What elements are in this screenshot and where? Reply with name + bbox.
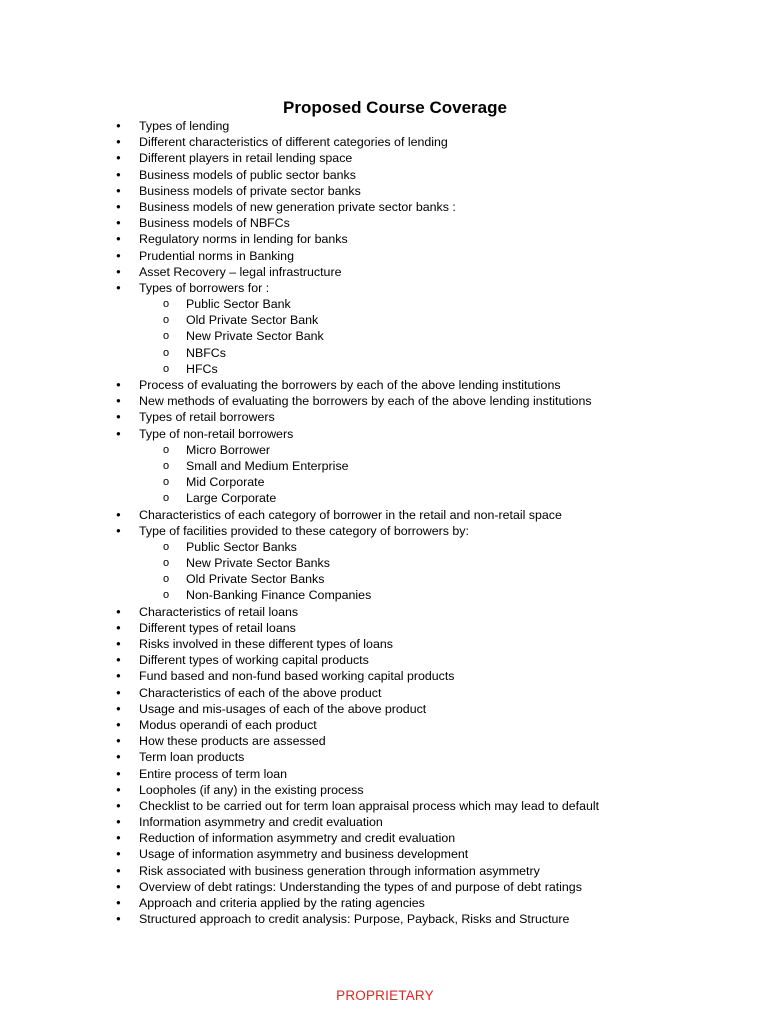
dot-bullet-icon: ● bbox=[116, 153, 121, 163]
dot-bullet-icon: ● bbox=[116, 218, 121, 228]
list-item bbox=[0, 814, 768, 830]
circle-bullet-icon: o bbox=[163, 476, 170, 489]
list-item-text: Usage and mis-usages of each of the above product bbox=[139, 701, 427, 716]
list-item-text: Business models of public sector banks bbox=[139, 167, 356, 182]
dot-bullet-icon: ● bbox=[116, 121, 121, 130]
list-item-text: Different players in retail lending space bbox=[139, 151, 353, 166]
list-item bbox=[0, 749, 768, 765]
list-item-text: Asset Recovery – legal infrastructure bbox=[139, 264, 342, 279]
list-item-text: Different characteristics of different categories of lending bbox=[139, 135, 448, 150]
list-item-text: Mid Corporate bbox=[186, 475, 265, 490]
dot-bullet-icon: ● bbox=[116, 250, 121, 260]
list-item bbox=[0, 231, 768, 247]
list-item bbox=[0, 911, 768, 927]
sub-list-item bbox=[0, 474, 768, 490]
dot-bullet-icon: ● bbox=[116, 509, 121, 519]
list-item bbox=[0, 183, 768, 199]
list-item bbox=[0, 377, 768, 393]
circle-bullet-icon: o bbox=[163, 459, 170, 472]
list-item-text: Usage of information asymmetry and business development bbox=[139, 847, 469, 862]
dot-bullet-icon: ● bbox=[116, 719, 121, 729]
dot-bullet-icon: ● bbox=[116, 525, 121, 535]
dot-bullet-icon: ● bbox=[116, 703, 121, 713]
sub-list-item bbox=[0, 458, 768, 474]
sub-list-item bbox=[0, 539, 768, 555]
sub-list-item bbox=[0, 296, 768, 312]
dot-bullet-icon: ● bbox=[116, 396, 121, 406]
list-item-text: Characteristics of retail loans bbox=[139, 604, 299, 619]
sub-list-item bbox=[0, 328, 768, 344]
list-item-text: Fund based and non-fund based working capital products bbox=[139, 669, 455, 684]
circle-bullet-icon: o bbox=[163, 298, 170, 311]
list-item bbox=[0, 846, 768, 862]
list-item bbox=[0, 717, 768, 733]
list-item-text: Reduction of information asymmetry and credit evaluation bbox=[139, 831, 456, 846]
sub-list-item bbox=[0, 442, 768, 458]
list-item-text: Risk associated with business generation through information asymmetry bbox=[139, 863, 540, 878]
dot-bullet-icon: ● bbox=[116, 622, 121, 632]
dot-bullet-icon: ● bbox=[116, 768, 121, 778]
list-item-text: Type of facilities provided to these category of borrowers by: bbox=[139, 523, 469, 538]
circle-bullet-icon: o bbox=[163, 362, 170, 375]
sub-list-item bbox=[0, 490, 768, 506]
list-item-text: Type of non-retail borrowers bbox=[139, 426, 294, 441]
list-item bbox=[0, 280, 768, 296]
list-item-text: Information asymmetry and credit evaluation bbox=[139, 815, 383, 830]
dot-bullet-icon: ● bbox=[116, 412, 121, 422]
list-item bbox=[0, 507, 768, 523]
dot-bullet-icon: ● bbox=[116, 898, 121, 907]
list-item bbox=[0, 393, 768, 409]
list-item bbox=[0, 863, 768, 879]
list-item bbox=[0, 264, 768, 280]
dot-bullet-icon: ● bbox=[116, 428, 121, 438]
list-item-text: Term loan products bbox=[139, 750, 245, 765]
dot-bullet-icon: ● bbox=[116, 784, 121, 794]
list-item-text: Different types of retail loans bbox=[139, 620, 296, 635]
dot-bullet-icon: ● bbox=[116, 169, 121, 179]
dot-bullet-icon: ● bbox=[116, 639, 121, 648]
list-item-text: Process of evaluating the borrowers by each of the above lending institutions bbox=[139, 378, 561, 392]
sub-list-item bbox=[0, 345, 768, 361]
list-item-text: Structured approach to credit analysis: Purpose, Payback, Risks and Structure bbox=[139, 912, 570, 927]
sub-list-item bbox=[0, 571, 768, 587]
dot-bullet-icon: ● bbox=[116, 865, 121, 875]
dot-bullet-icon: ● bbox=[116, 380, 121, 389]
dot-bullet-icon: ● bbox=[116, 671, 121, 681]
list-item-text: Types of retail borrowers bbox=[139, 410, 275, 425]
list-item bbox=[0, 895, 768, 911]
list-item bbox=[0, 798, 768, 814]
list-item bbox=[0, 167, 768, 183]
sub-list-item bbox=[0, 361, 768, 377]
list-item bbox=[0, 701, 768, 717]
list-item-text: Entire process of term loan bbox=[139, 766, 288, 781]
list-item-text: Overview of debt ratings: Understanding the types of and purpose of debt ratings bbox=[139, 879, 582, 894]
dot-bullet-icon: ● bbox=[116, 137, 121, 147]
list-item bbox=[0, 733, 768, 749]
list-item-text: New Private Sector Bank bbox=[186, 329, 324, 344]
list-item bbox=[0, 636, 768, 652]
list-item-text: NBFCs bbox=[186, 345, 226, 360]
list-item-text: HFCs bbox=[186, 361, 218, 376]
dot-bullet-icon: ● bbox=[116, 817, 121, 827]
dot-bullet-icon: ● bbox=[116, 752, 121, 762]
list-item-text: Public Sector Banks bbox=[186, 539, 297, 554]
dot-bullet-icon: ● bbox=[116, 282, 121, 292]
sub-list-item bbox=[0, 587, 768, 603]
list-item bbox=[0, 604, 768, 620]
proprietary-footer: PROPRIETARY bbox=[336, 988, 434, 1003]
circle-bullet-icon: o bbox=[163, 492, 170, 505]
list-item-text: How these products are assessed bbox=[139, 734, 326, 749]
list-item bbox=[0, 685, 768, 701]
dot-bullet-icon: ● bbox=[116, 914, 121, 924]
list-item bbox=[0, 215, 768, 231]
list-item-text: Business models of new generation private sector banks : bbox=[139, 199, 456, 214]
list-item-text: Approach and criteria applied by the rating agencies bbox=[139, 896, 425, 910]
dot-bullet-icon: ● bbox=[116, 833, 121, 843]
list-item-text: Types of borrowers for : bbox=[139, 280, 270, 295]
list-item bbox=[0, 118, 768, 134]
list-item bbox=[0, 409, 768, 425]
dot-bullet-icon: ● bbox=[116, 606, 121, 616]
list-item bbox=[0, 150, 768, 166]
list-item bbox=[0, 782, 768, 798]
circle-bullet-icon: o bbox=[163, 557, 170, 570]
list-item-text: Loopholes (if any) in the existing process bbox=[139, 782, 364, 797]
page-title: Proposed Course Coverage bbox=[283, 98, 507, 118]
circle-bullet-icon: o bbox=[163, 346, 170, 359]
list-item bbox=[0, 668, 768, 684]
list-item-text: Public Sector Bank bbox=[186, 297, 291, 312]
list-item-text: Characteristics of each of the above product bbox=[139, 685, 382, 700]
circle-bullet-icon: o bbox=[163, 573, 170, 586]
list-item bbox=[0, 766, 768, 782]
list-item-text: Large Corporate bbox=[186, 491, 277, 506]
list-item bbox=[0, 134, 768, 150]
dot-bullet-icon: ● bbox=[116, 266, 121, 276]
list-item bbox=[0, 879, 768, 895]
list-item-text: Types of lending bbox=[139, 119, 230, 133]
dot-bullet-icon: ● bbox=[116, 800, 121, 810]
list-item-text: Old Private Sector Bank bbox=[186, 313, 319, 328]
list-item-text: Different types of working capital products bbox=[139, 653, 369, 668]
list-item-text: Prudential norms in Banking bbox=[139, 248, 294, 263]
dot-bullet-icon: ● bbox=[116, 849, 121, 859]
circle-bullet-icon: o bbox=[163, 540, 170, 553]
list-item-text: Old Private Sector Banks bbox=[186, 572, 325, 587]
sub-list-item bbox=[0, 555, 768, 571]
list-item-text: New methods of evaluating the borrowers by each of the above lending institutions bbox=[139, 394, 592, 409]
list-item-text: Small and Medium Enterprise bbox=[186, 458, 349, 473]
dot-bullet-icon: ● bbox=[116, 234, 121, 244]
list-item-text: Regulatory norms in lending for banks bbox=[139, 232, 348, 247]
list-item-text: Modus operandi of each product bbox=[139, 717, 317, 732]
circle-bullet-icon: o bbox=[163, 589, 170, 602]
list-item bbox=[0, 830, 768, 846]
list-item-text: Characteristics of each category of borrower in the retail and non-retail space bbox=[139, 507, 562, 522]
dot-bullet-icon: ● bbox=[116, 881, 121, 891]
list-item-text: New Private Sector Banks bbox=[186, 556, 330, 571]
list-item-text: Checklist to be carried out for term loan appraisal process which may lead to default bbox=[139, 798, 600, 813]
circle-bullet-icon: o bbox=[163, 443, 170, 456]
dot-bullet-icon: ● bbox=[116, 687, 121, 697]
list-item bbox=[0, 248, 768, 264]
list-item bbox=[0, 523, 768, 539]
course-topic-list bbox=[0, 118, 768, 927]
list-item-text: Business models of private sector banks bbox=[139, 183, 361, 198]
dot-bullet-icon: ● bbox=[116, 201, 121, 211]
dot-bullet-icon: ● bbox=[116, 655, 121, 665]
list-item bbox=[0, 620, 768, 636]
list-item bbox=[0, 199, 768, 215]
sub-list-item bbox=[0, 312, 768, 328]
list-item-text: Micro Borrower bbox=[186, 442, 270, 457]
list-item-text: Business models of NBFCs bbox=[139, 216, 290, 231]
list-item-text: Non-Banking Finance Companies bbox=[186, 588, 372, 603]
list-item bbox=[0, 426, 768, 442]
list-item-text: Risks involved in these different types of loans bbox=[139, 637, 393, 651]
list-item bbox=[0, 652, 768, 668]
dot-bullet-icon: ● bbox=[116, 736, 121, 746]
circle-bullet-icon: o bbox=[163, 330, 170, 343]
circle-bullet-icon: o bbox=[163, 314, 170, 327]
dot-bullet-icon: ● bbox=[116, 185, 121, 195]
